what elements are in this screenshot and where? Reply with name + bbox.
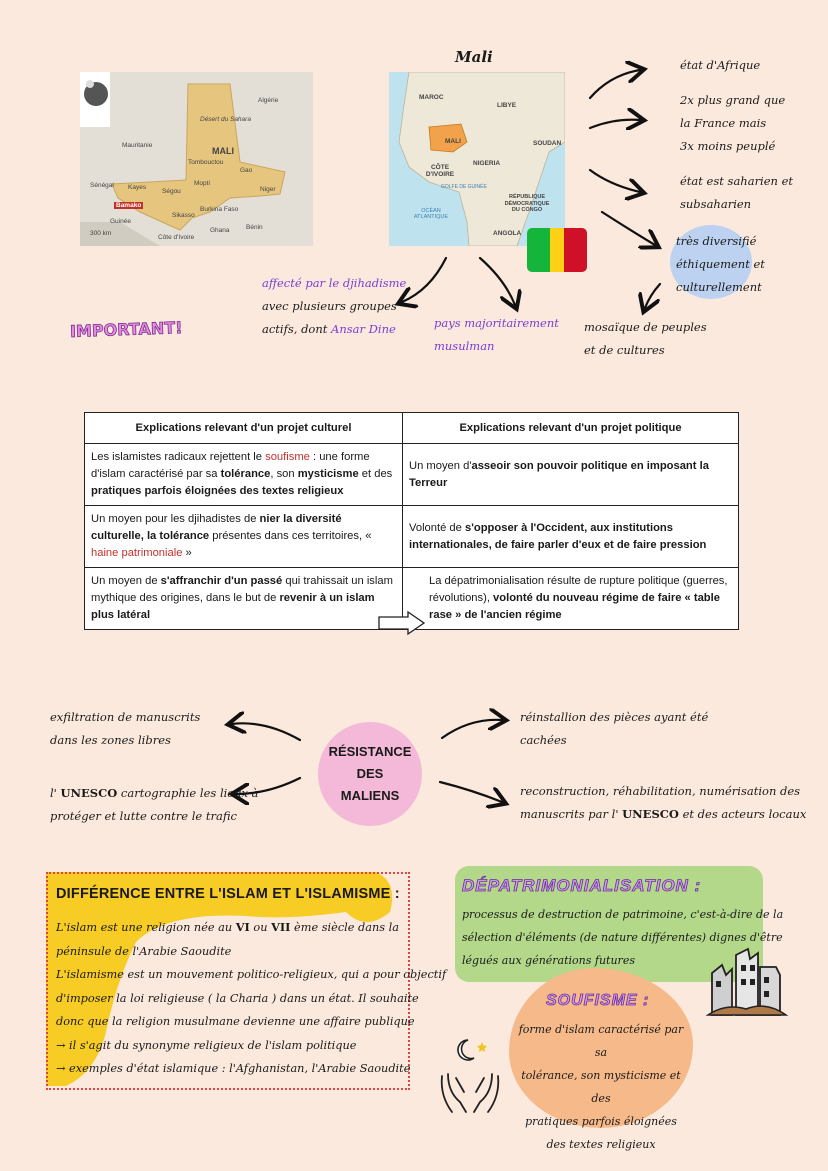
cell-text-bold: s'opposer à l'Occident, aux institutions internationales, de faire parler d'eux et de faire pression bbox=[409, 521, 707, 551]
soufisme-line: tolérance, son mysticisme et des bbox=[521, 1069, 681, 1105]
praying-hands-icon bbox=[438, 1036, 502, 1116]
map-label-tombouctou: Tombouctou bbox=[188, 159, 224, 166]
diff-text: L'islamisme est un mouvement politico-religieux, qui a pour objectif bbox=[56, 968, 447, 981]
note-diverse-line: très diversifié bbox=[676, 234, 757, 248]
map2-label-maroc: MAROC bbox=[419, 94, 444, 101]
map2-label-rdc: RÉPUBLIQUE DÉMOCRATIQUE DU CONGO bbox=[504, 194, 550, 213]
cell-text-bold: revenir à un islam plus latéral bbox=[91, 592, 375, 621]
diff-text-bold: VI bbox=[235, 920, 250, 934]
depat-line: légués aux générations futures bbox=[462, 954, 635, 967]
diff-text-bold: VII bbox=[271, 920, 291, 934]
table-cell bbox=[85, 444, 403, 506]
note-size bbox=[680, 89, 785, 158]
cell-text-red: haine patrimoniale bbox=[91, 547, 183, 559]
table-cell bbox=[85, 506, 403, 568]
note-diverse-line: éthiquement et bbox=[676, 257, 765, 271]
note-text: reconstruction, réhabilitation, numérisation des bbox=[520, 784, 801, 798]
note-sahara bbox=[680, 170, 793, 216]
note-mosaique bbox=[584, 316, 707, 362]
note-reinstall-line: réinstallion des pièces ayant été bbox=[520, 710, 709, 724]
cell-text-bold: mysticisme bbox=[297, 468, 359, 480]
cell-text: présentes dans ces territoires, « bbox=[209, 530, 372, 542]
cell-text-bold: nier la diversité culturelle, la tolérance bbox=[91, 513, 342, 542]
soufisme-line: pratiques parfois éloignées bbox=[525, 1115, 677, 1128]
ruined-buildings-icon bbox=[706, 945, 788, 1017]
difference-text bbox=[56, 916, 446, 1081]
map-label-bamako: Bamako bbox=[116, 202, 142, 209]
note-musulman-line: musulman bbox=[434, 339, 495, 353]
note-reinstallation bbox=[520, 706, 708, 752]
note-size-line: la France mais bbox=[680, 116, 767, 130]
table-header-politique: Explications relevant d'un projet politique bbox=[403, 413, 739, 444]
table-row bbox=[85, 506, 739, 568]
note-musulman bbox=[434, 312, 559, 358]
map2-label-ocean: OCÉAN ATLANTIQUE bbox=[413, 208, 449, 220]
table-row bbox=[85, 444, 739, 506]
diff-text: péninsule de l'Arabie Saoudite bbox=[56, 944, 232, 958]
map2-label-mali: MALI bbox=[445, 138, 461, 145]
diff-text: L'islam est une religion née au bbox=[56, 921, 236, 934]
cell-text: La dépatrimonialisation résulte de rupture politique (guerres, révolutions), bbox=[429, 575, 728, 604]
note-diverse-line: culturellement bbox=[676, 280, 762, 294]
table-cell bbox=[85, 568, 403, 630]
note-unesco: UNESCO bbox=[622, 807, 679, 821]
map2-label-angola: ANGOLA bbox=[493, 230, 522, 237]
map-label-desert: Désert du Sahara bbox=[200, 116, 251, 123]
cell-text: Un moyen d' bbox=[409, 459, 472, 472]
resistance-title-line: RÉSISTANCE bbox=[328, 744, 412, 759]
map-title: Mali bbox=[455, 48, 493, 66]
cell-text: qui trahissait un islam mythique des origines, dans le but de bbox=[91, 575, 393, 604]
diff-text: ème siècle dans la bbox=[290, 921, 400, 934]
resistance-title-line: DES bbox=[356, 766, 384, 781]
cell-text: Volonté de bbox=[409, 521, 465, 534]
cell-text: : une forme d'islam caractérisé par sa bbox=[91, 451, 370, 480]
map-label-mauritanie: Mauritanie bbox=[122, 142, 153, 149]
map-label-ghana: Ghana bbox=[210, 227, 230, 234]
cell-text-bold: asseoir son pouvoir politique en imposant la Terreur bbox=[409, 459, 709, 489]
note-unesco-carto bbox=[50, 782, 259, 828]
diff-text: → il s'agit du synonyme religieux de l'islam politique bbox=[56, 1038, 357, 1052]
diff-text: d'imposer la loi religieuse ( la Charia ) dans un état. Il souhaite bbox=[56, 991, 419, 1005]
cell-text-bold: volonté du nouveau régime de faire « table rase » de l'ancien régime bbox=[429, 592, 720, 621]
map-label-guinee: Guinée bbox=[110, 218, 131, 225]
map-label-mopti: Mopti bbox=[194, 180, 210, 187]
cell-text: Un moyen de bbox=[91, 575, 161, 587]
soufisme-text bbox=[516, 1018, 686, 1156]
note-ansar-dine: Ansar Dine bbox=[331, 322, 396, 336]
note-mosaique-line: et de cultures bbox=[584, 343, 665, 357]
table-header-culturel: Explications relevant d'un projet culturel bbox=[85, 413, 403, 444]
map-label-burkina: Burkina Faso bbox=[200, 206, 239, 213]
note-sahara-line: état est saharien et bbox=[680, 174, 794, 188]
note-etat-afrique: état d'Afrique bbox=[680, 58, 761, 72]
note-djihad-line bbox=[262, 318, 406, 341]
map2-label-cote: CÔTE D'IVOIRE bbox=[425, 164, 455, 178]
note-mosaique-line: mosaïque de peuples bbox=[584, 320, 707, 334]
note-reconstruction bbox=[520, 780, 806, 826]
map-label-algerie: Algérie bbox=[258, 97, 279, 104]
comparison-table bbox=[84, 412, 739, 630]
note-musulman-line: pays majoritairement bbox=[434, 316, 559, 330]
map2-label-libye: LIBYE bbox=[497, 102, 517, 109]
note-reinstall-line: cachées bbox=[520, 733, 567, 747]
arrow-right-icon bbox=[378, 611, 426, 635]
map2-label-soudan: SOUDAN bbox=[533, 140, 562, 147]
diff-text: → exemples d'état islamique : l'Afghanistan, l'Arabie Saoudite bbox=[56, 1062, 411, 1075]
diff-text: donc que la religion musulmane devienne une affaire publique bbox=[56, 1015, 415, 1028]
map-label-kayes: Kayes bbox=[128, 184, 147, 191]
map2-label-nigeria: NIGERIA bbox=[473, 160, 501, 167]
note-size-line: 3x moins peuplé bbox=[680, 139, 776, 153]
table-header-row bbox=[85, 413, 739, 444]
note-exfil-line: exfiltration de manuscrits bbox=[50, 710, 201, 724]
depat-line: processus de destruction de patrimoine, c'est-à-dire de la bbox=[462, 908, 784, 921]
cell-text-bold: s'affranchir d'un passé bbox=[160, 575, 283, 587]
map-label-sikasso: Sikasso bbox=[172, 212, 195, 219]
map-label-cote: Côte d'Ivoire bbox=[158, 234, 195, 241]
map-label-benin: Bénin bbox=[246, 224, 263, 231]
map-label-niger: Niger bbox=[260, 186, 276, 193]
table-cell bbox=[403, 568, 739, 630]
map-label-segou: Ségou bbox=[162, 188, 181, 195]
note-diverse bbox=[676, 230, 765, 299]
soufisme-title: SOUFISME : bbox=[546, 992, 650, 1009]
diff-text: ou bbox=[249, 921, 272, 934]
difference-title: DIFFÉRENCE ENTRE L'ISLAM ET L'ISLAMISME : bbox=[56, 886, 400, 902]
depat-title: DÉPATRIMONIALISATION : bbox=[462, 876, 702, 895]
note-text: et des acteurs locaux bbox=[678, 807, 807, 821]
note-text: l' bbox=[50, 786, 61, 800]
cell-text: et des bbox=[358, 468, 393, 480]
map-label-senegal: Sénégal bbox=[90, 182, 114, 189]
note-djihad-text: actifs, dont bbox=[262, 322, 328, 336]
important-label: IMPORTANT! bbox=[69, 318, 183, 341]
note-djihadisme bbox=[262, 272, 406, 341]
note-text: manuscrits par l' bbox=[520, 807, 623, 821]
map-label-gao: Gao bbox=[240, 167, 253, 174]
note-exfiltration bbox=[50, 706, 200, 752]
cell-text-bold: pratiques parfois éloignées des textes religieux bbox=[91, 485, 344, 497]
cell-text: , son bbox=[270, 468, 298, 480]
resistance-title-line: MALIENS bbox=[340, 788, 400, 803]
note-djihad-line: avec plusieurs groupes bbox=[262, 299, 397, 313]
soufisme-line: des textes religieux bbox=[546, 1138, 656, 1151]
note-unesco: UNESCO bbox=[60, 786, 118, 800]
map-label-scale: 300 km bbox=[90, 230, 112, 237]
cell-text: » bbox=[182, 547, 192, 559]
cell-text: Les islamistes radicaux rejettent le bbox=[91, 451, 266, 463]
note-size-line: 2x plus grand que bbox=[680, 93, 786, 107]
cell-text: Un moyen pour les djihadistes de bbox=[91, 513, 260, 525]
map2-label-golfe: GOLFE DE GUINÉE bbox=[441, 184, 487, 190]
note-text: cartographie les lieux à bbox=[117, 786, 259, 800]
note-sahara-line: subsaharien bbox=[680, 197, 752, 211]
cell-text-red: soufisme bbox=[265, 451, 310, 463]
depat-line: sélection d'éléments (de nature différentes) dignes d'être bbox=[462, 931, 783, 944]
cell-text-bold: tolérance bbox=[220, 468, 271, 480]
table-cell bbox=[403, 506, 739, 568]
map-label-mali: MALI bbox=[212, 146, 234, 156]
note-djihad-line: affecté par le djihadisme bbox=[262, 276, 407, 290]
note-exfil-line: dans les zones libres bbox=[50, 733, 171, 747]
note-text: protéger et lutte contre le trafic bbox=[50, 809, 237, 823]
table-cell bbox=[403, 444, 739, 506]
soufisme-line: forme d'islam caractérisé par sa bbox=[518, 1023, 684, 1059]
